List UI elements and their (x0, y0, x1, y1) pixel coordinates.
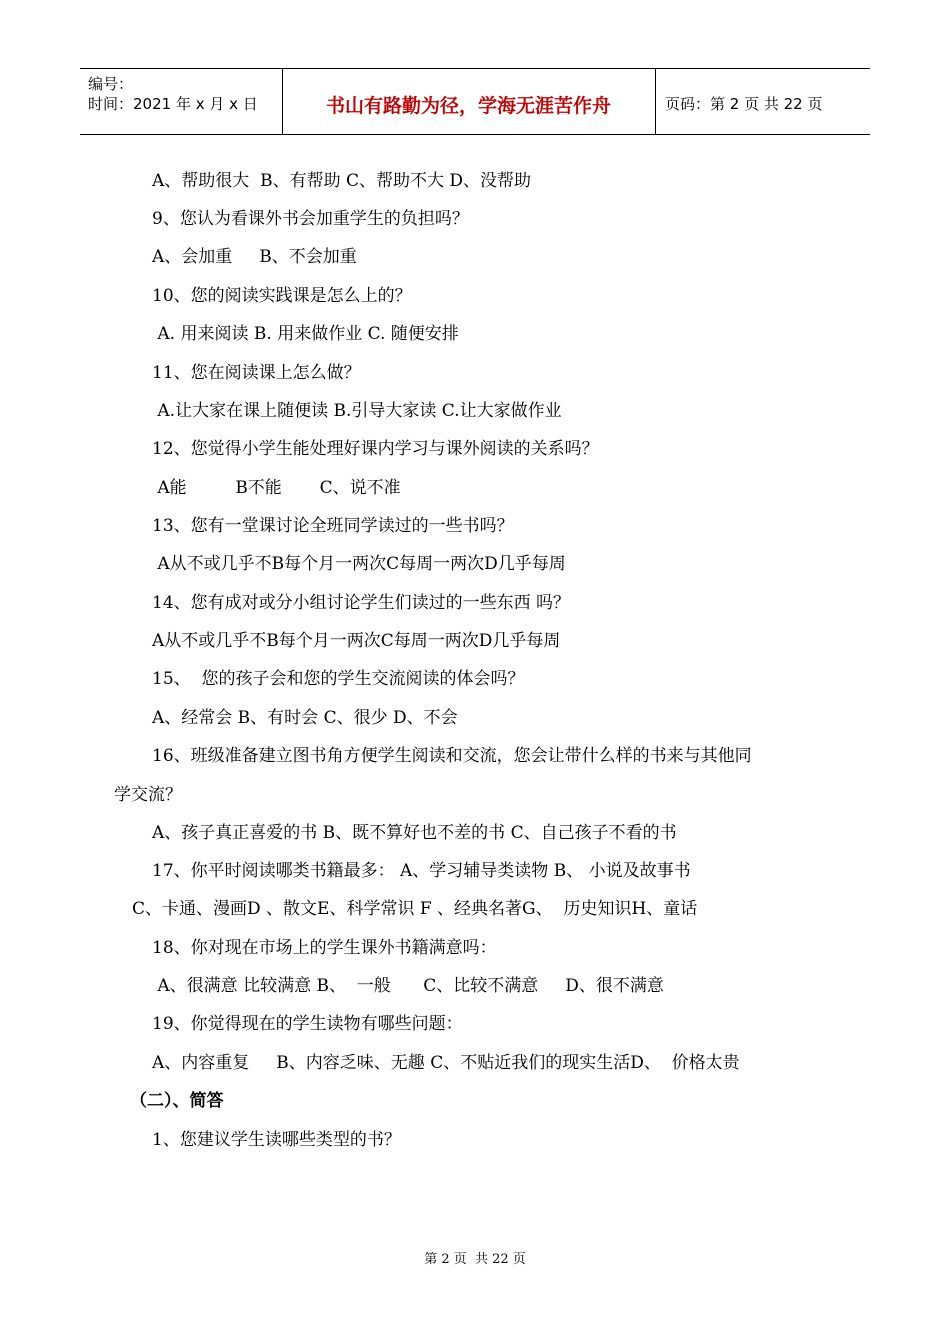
question-line: 1、您建议学生读哪些类型的书？ (152, 1130, 401, 1150)
question-line: 9、您认为看课外书会加重学生的负担吗？ (152, 209, 469, 229)
question-line: 17、你平时阅读哪类书籍最多： A、学习辅导类读物 B、 小说及故事书 (152, 861, 691, 881)
question-line: 15、 您的孩子会和您的学生交流阅读的体会吗？ (152, 669, 525, 689)
document-time-label: 时间：2021 年 x 月 x 日 (88, 95, 258, 113)
question-line: 12、您觉得小学生能处理好课内学习与课外阅读的关系吗？ (152, 439, 599, 459)
question-line: 10、您的阅读实践课是怎么上的？ (152, 286, 412, 306)
option-line: A、帮助很大 B、有帮助 C、帮助不大 D、没帮助 (152, 171, 532, 191)
option-line: A从不或几乎不B每个月一两次C每周一两次D几乎每周 (152, 631, 561, 651)
option-line: A、会加重 B、不会加重 (152, 247, 357, 267)
page-header (80, 68, 870, 135)
header-motto: 书山有路勤为径，学海无涯苦作舟 (325, 95, 611, 117)
header-motto-cell (282, 69, 656, 134)
question-line: 11、您在阅读课上怎么做？ (152, 363, 361, 383)
question-line: 18、你对现在市场上的学生课外书籍满意吗： (152, 938, 497, 958)
option-line: A、内容重复 B、内容乏味、无趣 C、不贴近我们的现实生活D、 价格太贵 (152, 1053, 740, 1073)
option-line: A从不或几乎不B每个月一两次C每周一两次D几乎每周 (152, 554, 566, 574)
header-page-number: 页码：第 2 页 共 22 页 (665, 95, 823, 113)
header-page-cell (655, 69, 870, 134)
question-line: 19、你觉得现在的学生读物有哪些问题： (152, 1014, 463, 1034)
page-footer: 第 2 页 共 22 页 (424, 1252, 526, 1267)
option-line: A.让大家在课上随便读 B.引导大家读 C.让大家做作业 (152, 401, 562, 421)
option-line: A、孩子真正喜爱的书 B、既不算好也不差的书 C、自己孩子不看的书 (152, 823, 677, 843)
option-line: A. 用来阅读 B. 用来做作业 C. 随便安排 (152, 324, 459, 344)
question-line: 16、班级准备建立图书角方便学生阅读和交流，您会让带什么样的书来与其他同 (152, 746, 752, 766)
document-code-label: 编号： (88, 75, 134, 93)
question-line-continued: 学交流？ (114, 785, 182, 805)
option-line: A、很满意 比较满意 B、 一般 C、比较不满意 D、很不满意 (152, 976, 664, 996)
section-heading: （二）、简答 (130, 1091, 224, 1111)
option-line: A、经常会 B、有时会 C、很少 D、不会 (152, 708, 458, 728)
option-line: A能 B不能 C、说不准 (152, 478, 401, 498)
option-line: C、卡通、漫画D 、散文E、科学常识 F 、经典名著G、 历史知识H、童话 (132, 899, 698, 919)
question-line: 14、您有成对或分小组讨论学生们读过的一些东西 吗？ (152, 593, 571, 613)
question-line: 13、您有一堂课讨论全班同学读过的一些书吗？ (152, 516, 514, 536)
header-info-cell (80, 69, 283, 134)
